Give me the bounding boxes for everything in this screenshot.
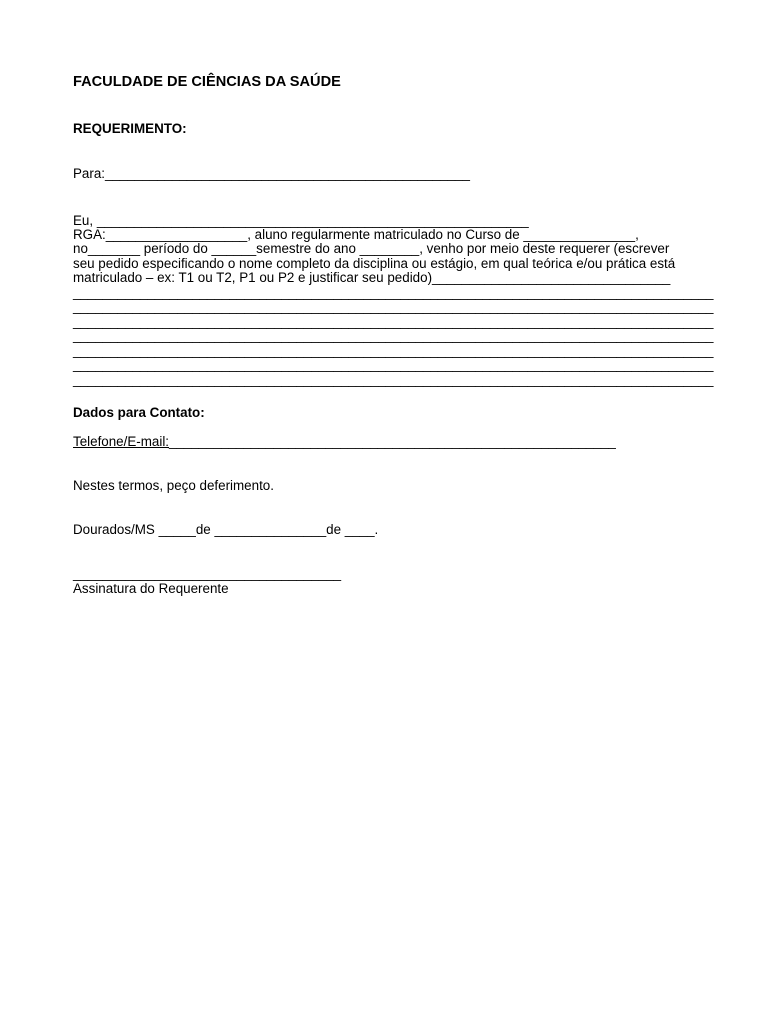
contact-label: Telefone/E-mail: xyxy=(73,434,170,449)
blank-line-2: ______________________________________________________________________________________ xyxy=(73,299,714,314)
contact-heading: Dados para Contato: xyxy=(73,405,205,420)
para-field: Para:_________________________________________________ xyxy=(73,166,470,181)
blank-line-6: ______________________________________________________________________________________ xyxy=(73,357,714,372)
institution-title: FACULDADE DE CIÊNCIAS DA SAÚDE xyxy=(73,74,341,90)
body-line-4: seu pedido especificando o nome completo da disciplina ou estágio, em qual teórica e/ou prática está xyxy=(73,256,676,271)
blank-line-7: ______________________________________________________________________________________ xyxy=(73,372,714,387)
contact-field xyxy=(73,434,616,449)
closing-text: Nestes termos, peço deferimento. xyxy=(73,478,274,493)
signature-line: ____________________________________ xyxy=(73,566,342,581)
body-line-5: matriculado – ex: T1 ou T2, P1 ou P2 e justificar seu pedido)________________________________ xyxy=(73,270,671,285)
blank-line-5: ______________________________________________________________________________________ xyxy=(73,343,714,358)
blank-line-3: ______________________________________________________________________________________ xyxy=(73,314,714,329)
body-line-2: RGA:___________________, aluno regularmente matriculado no Curso de _______________, xyxy=(73,227,639,242)
body-line-3: no_______ período do ______semestre do ano ________, venho por meio deste requerer (escrever xyxy=(73,241,670,256)
date-line: Dourados/MS _____de _______________de ____. xyxy=(73,522,379,537)
signature-label: Assinatura do Requerente xyxy=(73,581,229,596)
contact-blank: ____________________________________________________________ xyxy=(169,434,616,449)
body-line-1: Eu, __________________________________________________________ xyxy=(73,213,529,228)
blank-line-4: ______________________________________________________________________________________ xyxy=(73,328,714,343)
blank-line-1: ______________________________________________________________________________________ xyxy=(73,285,714,300)
document-type-heading: REQUERIMENTO: xyxy=(73,121,187,136)
